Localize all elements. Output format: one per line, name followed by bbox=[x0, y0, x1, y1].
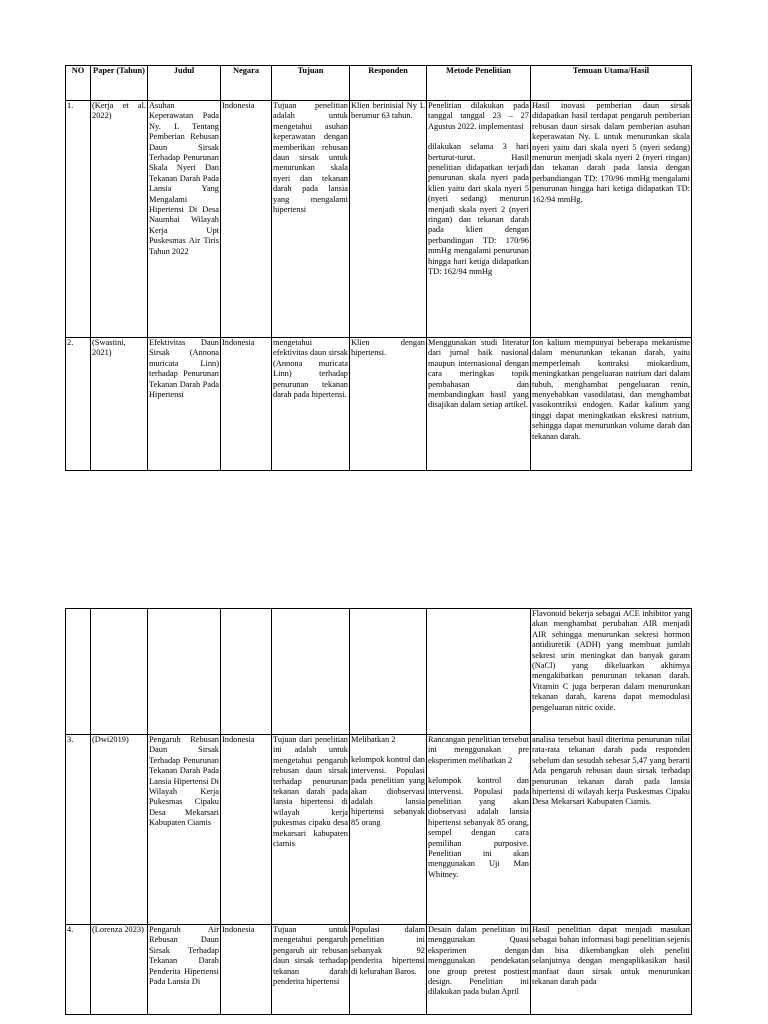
row-paper: (Lorenza 2023) bbox=[91, 925, 148, 1015]
table-row bbox=[66, 735, 692, 925]
row-hasil bbox=[531, 925, 692, 1015]
responden-part-b: kelompok kontrol dan intervensi. Populasi pada penelitian yang akan diobservasi adalah lansia hipertensi sebanyak 85 orang bbox=[351, 755, 425, 827]
row-responden: Klien berinisial Ny L berumur 63 tahun. bbox=[350, 101, 427, 338]
header-paper: Paper (Tahun) bbox=[91, 66, 148, 101]
header-judul: Judul bbox=[148, 66, 221, 101]
row-paper: (Dwi2019) bbox=[91, 735, 148, 925]
row-responden: Klien dengan hipertensi. bbox=[350, 338, 427, 471]
row-number: 1. bbox=[66, 101, 91, 338]
row-metode bbox=[427, 735, 531, 925]
row-tujuan: Tujuan dari penelitian ini adalah untuk mengetahui pengaruh rebusan daun sirsak terhadap penurunan tekanan darah pada lansia hipertensi di wilayah kerja pukesmas cipaku desa mekarsari kabupaten ciamis bbox=[272, 735, 350, 925]
row-judul: Efektivitas Daun Sirsak (Annona muricata Linn) terhadap Penurunan Tekanan Darah Pada Hipertensi bbox=[148, 338, 221, 471]
row-responden: Populasi dalam penelitian ini sebanyak 92 penderita hipertensi di kelurahan Baros. bbox=[350, 925, 427, 1015]
row-number: 3. bbox=[66, 735, 91, 925]
metode-part-b: kelompok kontrol dan intervensi. Populasi pada penelitian yang akan diobservasi adalah lansia hipertensi sebanyak 85 orang, sempel dengan cara pemilihan purposive. Penelitian ini akan menggunakan Uji Man Whitney. bbox=[428, 776, 529, 879]
header-tujuan: Tujuan bbox=[272, 66, 350, 101]
row-negara: Indonesia bbox=[221, 925, 272, 1015]
row-paper: (Kerja et al. 2022) bbox=[91, 101, 148, 338]
row-negara: Indonesia bbox=[221, 101, 272, 338]
judul-text-clipped: Pengaruh Air Rebusan Daun Sirsak Terhadap Tekanan Darah Penderita Hipertensi Pada Lansia Di bbox=[149, 925, 219, 987]
row-responden bbox=[350, 735, 427, 925]
metode-part-a: Penelitian dilakukan pada tanggal tanggal 23 – 27 Agustus 2022. implementasi bbox=[428, 101, 529, 131]
row-number: 2. bbox=[66, 338, 91, 471]
table-row bbox=[66, 338, 692, 471]
hasil-text-clipped: Ion kalium mempunyai beberapa mekanisme dalam menurunkan tekanan darah, yaitu memperlemah kontraksi miokardium, meningkatkan pengeluaran natrium dari dalam tubuh, menghambat pengeluaran renin, menyebabkan vasodilatasi, dan menghambat vasokontriksi endogen. Kadar kalium yang tinggi dapat meningkatkan ekskresi natrium, sehingga dapat menurunkan volume darah dan tekanan darah. bbox=[532, 338, 690, 441]
tujuan-text-clipped: Tujuan untuk mengetahui pengaruh pengaruh air rebusan daun sirsak terhadap tekanan darah penderita hipertensi bbox=[273, 925, 348, 987]
table-row bbox=[66, 101, 692, 338]
metode-part-b: dilakukan selama 3 hari berturut-turut. Hasil penelitian didapatkan terjadi penurunan skala nyeri pada klien yaitu dari skala nyeri 5 (nyeri sedang) menurun menjadi skala nyeri 2 (nyeri ringan) dan tekanan darah pada klien dengan perbandingan TD: 170/96 mmHg mengalami penurunan hingga hari ketiga didapatkan TD: 162/94 mmHg bbox=[428, 142, 529, 277]
row-hasil: Hasil inovasi pemberian daun sirsak didapatkan hasil terdapat pengaruh pemberian rebusan daun sirsak dalam pemberian asuhan keperawatan Ny. L untuk menurunkan skala nyeri yaitu dari skala nyeri 5 (nyeri sedang) menurun menjadi skala nyeri 2 (nyeri ringan) dan tekanan darah pada lansia dengan perbandiangan TD: 170/96 mmHg mengalami penurunan hingga hari ketiga didapatkan TD: 162/94 mmHg. bbox=[531, 101, 692, 338]
row-hasil bbox=[531, 338, 692, 471]
responden-part-a: Melibatkan 2 bbox=[351, 735, 396, 744]
row-negara: Indonesia bbox=[221, 735, 272, 925]
row-judul: Asuhan Keperawatan Pada Ny. L Tentang Pemberian Rebusan Daun Sirsak Terhadap Penurunan Skala Nyeri Dan Tekanan Darah Pada Lansia Yang Mengalami Hipertensi Di Desa Naumbai Wilayah Kerja Upt Puskesmas Air Tiris Tahun 2022 bbox=[148, 101, 221, 338]
row-metode bbox=[427, 101, 531, 338]
row-hasil-continued: Flavonoid bekerja sebagai ACE inhibitor yang akan menghambat perubahan AIR menjadi AIR sehingga menurunkan sekresi hormon antidiuretik (ADH) yang membuat jumlah sekresi urin meningkat dan banyak garam (NaCl) yang dikeluarkan akhirnya mengakibatkan penurunan tekanan darah. Vitamin C juga berperan dalam menurunkan tekanan darah, karena dapat memodulasi pengeluaran nitric oxide. bbox=[531, 609, 692, 735]
table-header-row bbox=[66, 66, 692, 101]
row-tujuan: mengetahui efektivitas daun sirsak (Annona muricata Linn) terhadap penurunan tekanan darah pada hipertensi. bbox=[272, 338, 350, 471]
row-judul: Pengaruh Rebusan Daun Sirsak Terhadap Penurunan Tekanan Darah Pada Lansia Hipertensi Di Wilayah Kerja Pukesmas Cipaku Desa Mekarsari Kabupaten Ciamis bbox=[148, 735, 221, 925]
metode-text-clipped: Desain dalam penelitian ini menggunakan Quasi eksperimen dengan menggunakan pendekatan one group pretest posttest design. Penelitian ini dilakukan pada bulan April bbox=[428, 925, 529, 997]
header-responden: Responden bbox=[350, 66, 427, 101]
literature-table-part-1 bbox=[65, 65, 692, 471]
row-number: 4. bbox=[66, 925, 91, 1015]
hasil-text-clipped: Hasil penelitian dapat menjadi masukan sebagai bahan informasi bagi penelitian sejenis dan bisa dikembangkan oleh peneliti selanjutnya dengan mengaplikasikan hasil manfaat daun sirsak untuk menurunkan tekanan darah pada bbox=[532, 925, 690, 987]
continuation-row bbox=[66, 609, 692, 735]
header-negara: Negara bbox=[221, 66, 272, 101]
row-negara: Indonesia bbox=[221, 338, 272, 471]
row-tujuan: Tujuan penelitian adalah untuk mengetahui asuhan keperawatan dengan memberikan rebusan daun sirsak untuk menurunkan skala nyeri dan tekanan darah pada lansia yang mengalami hipertensi bbox=[272, 101, 350, 338]
header-no: NO bbox=[66, 66, 91, 101]
header-metode: Metode Penelitian bbox=[427, 66, 531, 101]
table-row bbox=[66, 925, 692, 1015]
row-metode: Menggunakan studi literatur dari jurnal baik nasional maupun internasional dengan cara meringkas topik pembahasan dan membandingkan hasil yang disajikan dalam setiap artikel. bbox=[427, 338, 531, 471]
metode-part-a: Rancangan penelitian tersebut ini menggunakan pre eksperimen melibatkan 2 bbox=[428, 735, 529, 765]
row-judul bbox=[148, 925, 221, 1015]
header-hasil: Temuan Utama/Hasil bbox=[531, 66, 692, 101]
row-tujuan bbox=[272, 925, 350, 1015]
row-metode bbox=[427, 925, 531, 1015]
literature-table-part-2 bbox=[65, 608, 692, 1015]
row-hasil: analisa tersebut hasil diterima penurunan nilai rata-rata tekanan darah pada responden sebelum dan sesudah sebesar 5,47 yang berarti Ada pengaruh rebusan daun sirsak terhadap penurunan tekanan darah pada lansia hipertensi di wilayah kerja Puskesmas Cipaku Desa Mekarsari Kabupaten Ciamis. bbox=[531, 735, 692, 925]
row-paper: (Swastini, 2021) bbox=[91, 338, 148, 471]
